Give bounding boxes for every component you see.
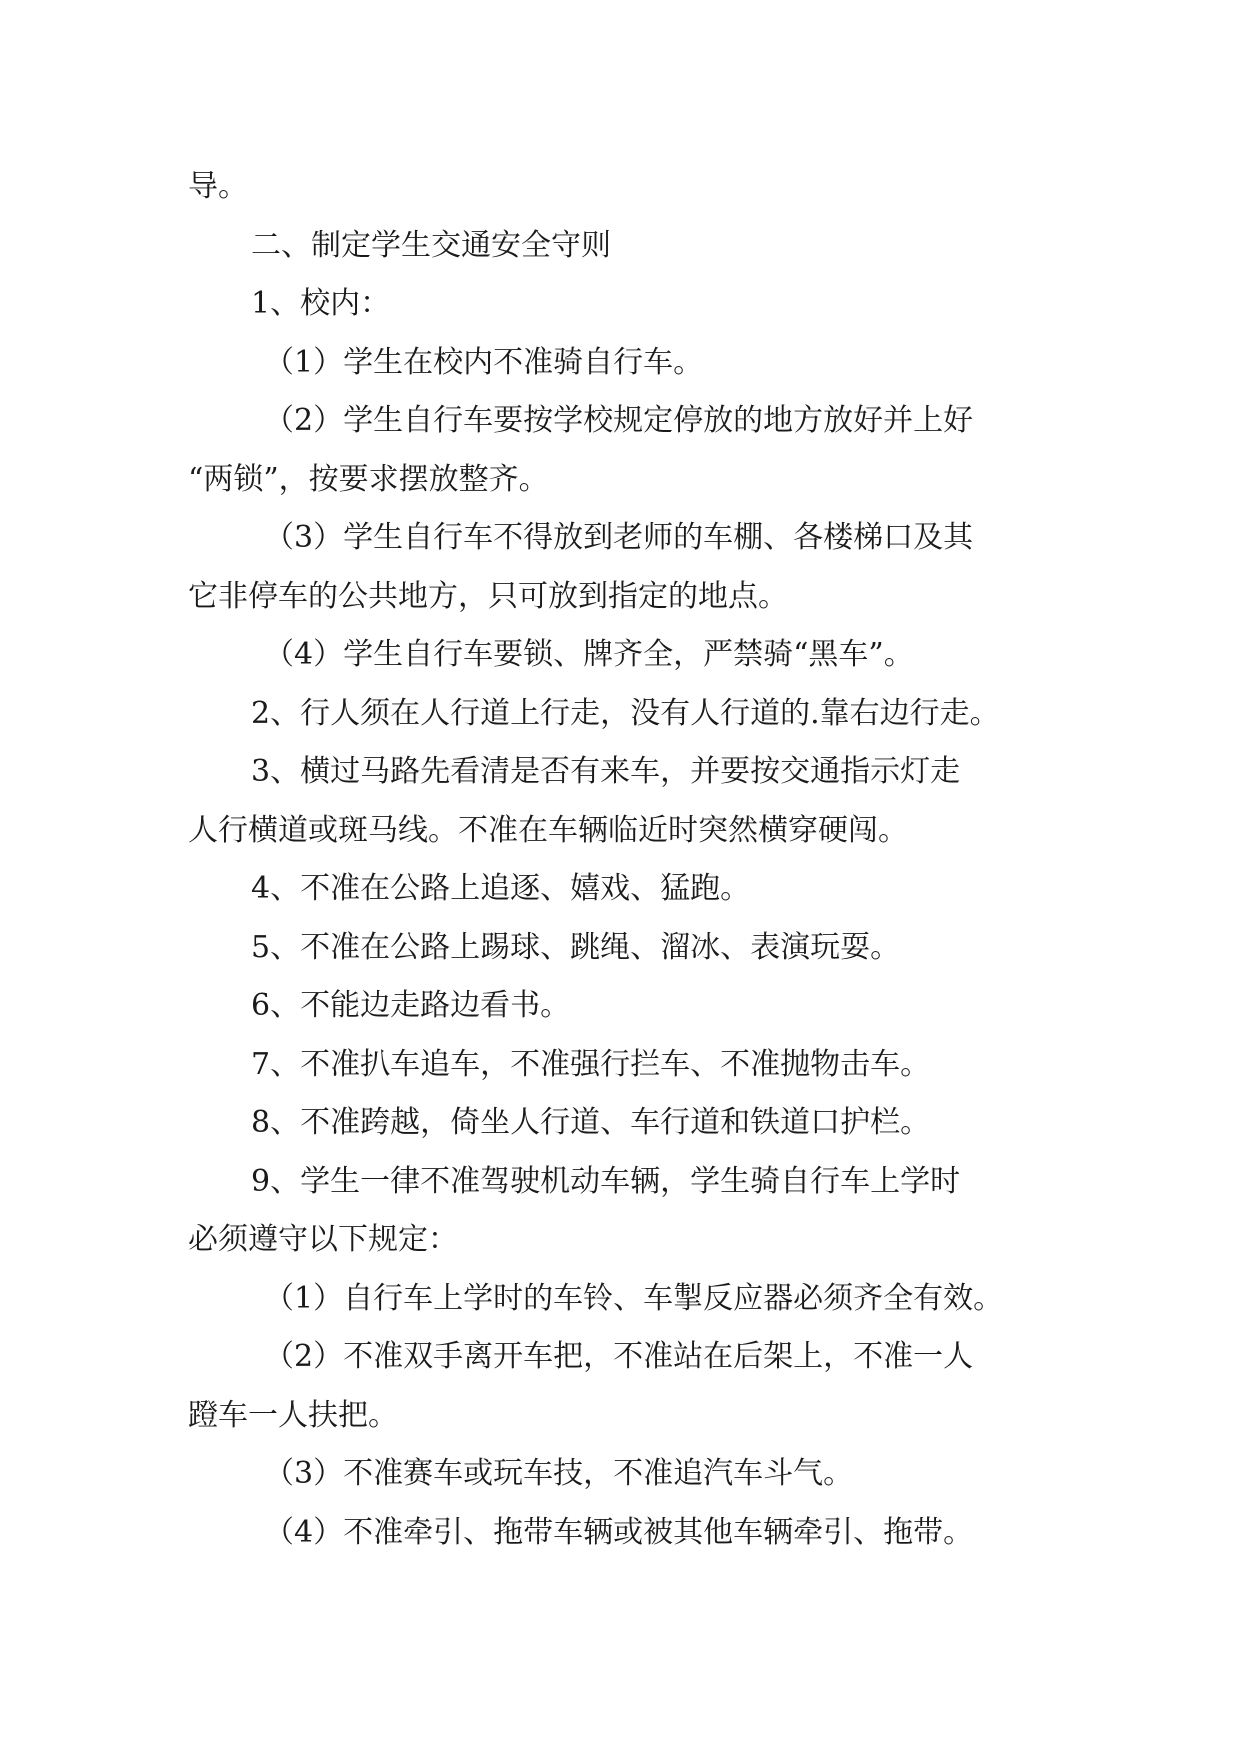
sub-rule-item: （3）学生自行车不得放到老师的车棚、各楼梯口及其 [264, 520, 974, 555]
rule-item-continuation: 必须遵守以下规定： [188, 1222, 458, 1257]
rule-item: 9、学生一律不准驾驶机动车辆，学生骑自行车上学时 [251, 1163, 961, 1199]
sub-rule-item-continuation: 它非停车的公共地方，只可放到指定的地点。 [188, 578, 788, 614]
rule-item: 7、不准扒车追车，不准强行拦车、不准抛物击车。 [251, 1046, 931, 1082]
rule-item: 5、不准在公路上踢球、跳绳、溜冰、表演玩耍。 [251, 929, 901, 965]
sub-rule-item-continuation: “两锁”，按要求摆放整齐。 [188, 461, 549, 497]
rule-item: 4、不准在公路上追逐、嬉戏、猛跑。 [251, 871, 751, 906]
rule-item: 8、不准跨越，倚坐人行道、车行道和铁道口护栏。 [251, 1105, 931, 1140]
rule-item: 6、不能边走路边看书。 [251, 988, 571, 1023]
sub-rule-item-continuation: 蹬车一人扶把。 [188, 1397, 398, 1433]
sub-rule-item: （4）学生自行车要锁、牌齐全，严禁骑“黑车”。 [264, 637, 914, 672]
sub-rule-item: （4）不准牵引、拖带车辆或被其他车辆牵引、拖带。 [264, 1514, 974, 1550]
rule-item-heading: 1、校内： [251, 286, 391, 321]
document-body [188, 158, 1068, 1562]
paragraph-continuation: 导。 [188, 169, 248, 204]
sub-rule-item: （1）自行车上学时的车铃、车掣反应器必须齐全有效。 [264, 1280, 1004, 1316]
rule-item: 3、横过马路先看清是否有来车，并要按交通指示灯走 [251, 754, 961, 789]
section-heading: 二、制定学生交通安全守则 [251, 227, 611, 263]
sub-rule-item: （2）学生自行车要按学校规定停放的地方放好并上好 [264, 403, 974, 438]
rule-item-continuation: 人行横道或斑马线。不准在车辆临近时突然横穿硬闯。 [188, 812, 908, 848]
rule-item: 2、行人须在人行道上行走，没有人行道的.靠右边行走。 [251, 695, 1000, 731]
sub-rule-item: （3）不准赛车或玩车技，不准追汽车斗气。 [264, 1456, 854, 1491]
sub-rule-item: （2）不准双手离开车把，不准站在后架上，不准一人 [264, 1339, 974, 1374]
sub-rule-item: （1）学生在校内不准骑自行车。 [264, 344, 704, 380]
